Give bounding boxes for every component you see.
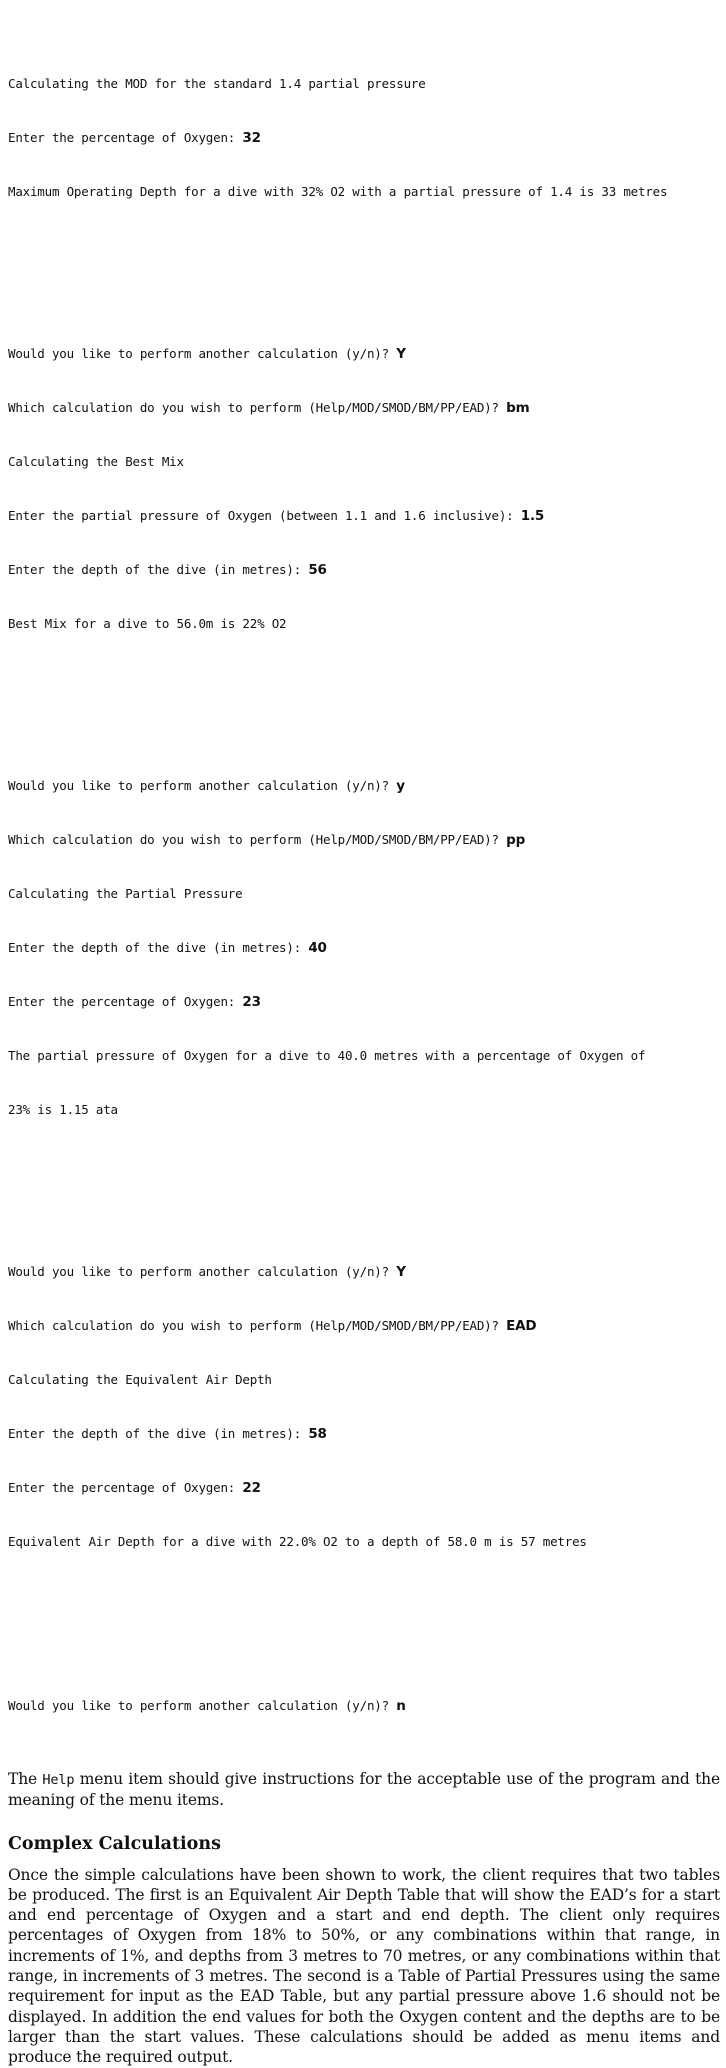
term-line-calc-title <box>8 885 720 903</box>
term-user-input: Y <box>396 346 406 362</box>
term-user-input: bm <box>506 400 530 416</box>
section-heading: Complex Calculations <box>8 1833 221 1854</box>
term-prompt: Enter the percentage of Oxygen: <box>8 994 243 1009</box>
term-text: Equivalent Air Depth for a dive with 22.0% O2 to a depth of 58.0 m is 57 metres <box>8 1534 587 1549</box>
term-text: Best Mix for a dive to 56.0m is 22% O2 <box>8 616 287 631</box>
term-prompt: Would you like to perform another calculation (y/n)? <box>8 346 397 361</box>
term-text: Calculating the Equivalent Air Depth <box>8 1372 272 1387</box>
term-line-depth-prompt <box>8 1425 720 1443</box>
term-line-mod-title <box>8 75 720 93</box>
term-line-again-prompt <box>8 1697 720 1715</box>
term-line-mod-result <box>8 183 720 201</box>
terminal-transcript <box>8 3 720 1751</box>
term-user-input: y <box>396 778 405 794</box>
term-line-depth-prompt <box>8 939 720 957</box>
term-prompt: Enter the depth of the dive (in metres): <box>8 940 309 955</box>
help-text-before: The <box>8 1770 43 1788</box>
term-user-input: Y <box>396 1264 406 1280</box>
term-user-input: 1.5 <box>520 508 545 524</box>
term-user-input: EAD <box>506 1318 537 1334</box>
term-line-depth-prompt <box>8 561 720 579</box>
term-line-oxygen-prompt <box>8 1479 720 1497</box>
term-line-bm-result <box>8 615 720 633</box>
term-text: Calculating the MOD for the standard 1.4 partial pressure <box>8 76 426 91</box>
term-line-ead-result <box>8 1533 720 1551</box>
term-prompt: Enter the percentage of Oxygen: <box>8 130 243 145</box>
term-user-input: 32 <box>242 130 261 146</box>
term-text: Calculating the Partial Pressure <box>8 886 243 901</box>
term-blank-line <box>8 1173 720 1191</box>
term-user-input: 22 <box>242 1480 261 1496</box>
term-user-input: pp <box>506 832 526 848</box>
term-blank-line <box>8 255 720 273</box>
term-line-pp-prompt <box>8 507 720 525</box>
term-text: Calculating the Best Mix <box>8 454 184 469</box>
term-prompt: Would you like to perform another calculation (y/n)? <box>8 1698 397 1713</box>
help-text-after: menu item should give instructions for the acceptable use of the program and the meaning of the menu items. <box>8 1770 721 1810</box>
term-line-calc-title <box>8 453 720 471</box>
term-text: The partial pressure of Oxygen for a dive to 40.0 metres with a percentage of Oxygen of <box>8 1048 646 1063</box>
term-line-which-prompt <box>8 1317 720 1335</box>
term-prompt: Enter the depth of the dive (in metres): <box>8 1426 309 1441</box>
term-line-pp-result <box>8 1047 720 1065</box>
term-line-which-prompt <box>8 399 720 417</box>
term-line-calc-title <box>8 1371 720 1389</box>
term-prompt: Which calculation do you wish to perform (Help/MOD/SMOD/BM/PP/EAD)? <box>8 400 507 415</box>
term-user-input: 58 <box>308 1426 327 1442</box>
help-code-term: Help <box>42 1772 75 1788</box>
term-line-again-prompt <box>8 1263 720 1281</box>
help-paragraph <box>8 1769 720 1811</box>
term-line-again-prompt <box>8 345 720 363</box>
term-prompt: Which calculation do you wish to perform (Help/MOD/SMOD/BM/PP/EAD)? <box>8 832 507 847</box>
term-blank-line <box>8 1605 720 1625</box>
term-prompt: Enter the percentage of Oxygen: <box>8 1480 243 1495</box>
term-user-input: 40 <box>308 940 327 956</box>
term-text: 23% is 1.15 ata <box>8 1102 118 1117</box>
term-line-pp-result-cont <box>8 1101 720 1119</box>
term-prompt: Which calculation do you wish to perform (Help/MOD/SMOD/BM/PP/EAD)? <box>8 1318 507 1333</box>
term-user-input: 23 <box>242 994 261 1010</box>
complex-calculations-paragraph: Once the simple calculations have been shown to work, the client requires that two tables be produced. The first is an Equivalent Air Depth Table that will show the EAD’s for a start and end percentage of Oxygen and a start and end depth. The client only requires percentages of Oxygen from 18% to 50%, or any combinations within that range, in increments of 1%, and depths from 3 metres to 70 metres, or any combinations within that range, in increments of 3 metres. The second is a Table of Partial Pressures using the same requirement for input as the EAD Table, but any partial pressure above 1.6 should not be displayed. In addition the end values for both the Oxygen content and the depths are to be larger than the start values. These calculations should be added as menu items and produce the required output. <box>8 1865 720 2067</box>
term-user-input: 56 <box>308 562 327 578</box>
term-prompt: Enter the depth of the dive (in metres): <box>8 562 309 577</box>
term-prompt: Would you like to perform another calculation (y/n)? <box>8 778 397 793</box>
term-line-oxygen-prompt <box>8 993 720 1011</box>
term-line-oxygen-prompt <box>8 129 720 147</box>
term-text: Maximum Operating Depth for a dive with 32% O2 with a partial pressure of 1.4 is 33 metres <box>8 184 668 199</box>
term-prompt: Would you like to perform another calculation (y/n)? <box>8 1264 397 1279</box>
term-line-which-prompt <box>8 831 720 849</box>
term-blank-line <box>8 687 720 705</box>
term-line-again-prompt <box>8 777 720 795</box>
term-user-input: n <box>396 1698 406 1714</box>
term-prompt: Enter the partial pressure of Oxygen (between 1.1 and 1.6 inclusive): <box>8 508 521 523</box>
document-page <box>8 3 720 2068</box>
